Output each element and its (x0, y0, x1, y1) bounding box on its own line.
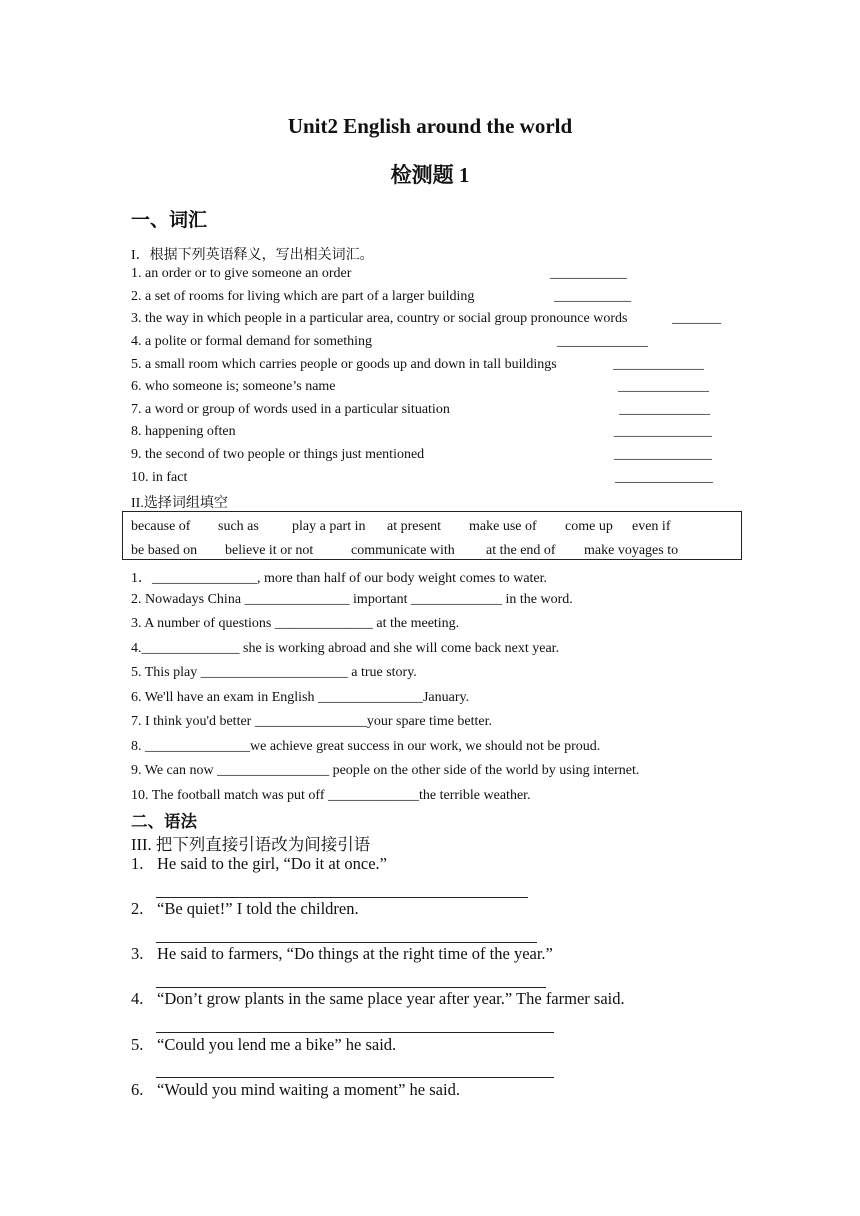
list-item: 9. the second of two people or things just mentioned (131, 447, 425, 462)
section-heading-vocabulary: 一、词汇 (131, 210, 208, 231)
list-item: “Could you lend me a bike” he said. (157, 1035, 397, 1054)
list-item: “Don’t grow plants in the same place year after year.” The farmer said. (157, 989, 625, 1008)
list-item: 3. A number of questions ______________ at the meeting. (131, 616, 460, 631)
phrase: make use of (469, 519, 537, 534)
list-item: 6. who someone is; someone’s name (131, 379, 336, 394)
list-item-number: 3. (131, 944, 144, 963)
list-item: He said to the girl, “Do it at once.” (157, 854, 388, 873)
list-item-number: 1. (131, 854, 144, 873)
answer-blank: _____________ (618, 379, 709, 394)
page-subtitle: 检测题 1 (390, 163, 470, 187)
list-item: “Be quiet!” I told the children. (157, 899, 359, 918)
list-item: 5. a small room which carries people or goods up and down in tall buildings (131, 357, 557, 372)
answer-blank: ______________ (614, 424, 712, 439)
answer-line (156, 942, 537, 943)
list-item: 1. an order or to give someone an order (131, 266, 352, 281)
list-item-number: 2. (131, 899, 144, 918)
list-item: He said to farmers, “Do things at the right time of the year.” (157, 944, 553, 963)
list-item: 4.______________ she is working abroad and she will come back next year. (131, 641, 560, 656)
phrase-box (122, 511, 742, 560)
section-heading-grammar: 二、语法 (131, 812, 197, 831)
phrase: such as (218, 519, 259, 534)
list-item: 6. We'll have an exam in English _______________January. (131, 690, 470, 705)
part1-instruction: I．根据下列英语释义，写出相关词汇。 (131, 248, 374, 263)
list-item-number: 4. (131, 989, 144, 1008)
answer-blank: ______________ (614, 447, 712, 462)
answer-blank: _____________ (619, 402, 710, 417)
list-item: “Would you mind waiting a moment” he said. (157, 1080, 460, 1099)
answer-line (156, 897, 528, 898)
phrase: even if (632, 519, 671, 534)
phrase: at the end of (486, 543, 556, 558)
list-item: 10. The football match was put off _____________the terrible weather. (131, 788, 531, 803)
phrase: because of (131, 519, 191, 534)
list-item: 4. a polite or formal demand for something (131, 334, 373, 349)
list-item: 10. in fact (131, 470, 188, 485)
phrase: play a part in (292, 519, 366, 534)
phrase: believe it or not (225, 543, 314, 558)
answer-blank: _______ (672, 311, 721, 326)
answer-line (156, 987, 546, 988)
page-title: Unit2 English around the world (287, 114, 573, 138)
phrase: make voyages to (584, 543, 679, 558)
list-item: 1．_______________, more than half of our body weight comes to water. (131, 571, 548, 586)
answer-line (156, 1032, 554, 1033)
list-item: 8. happening often (131, 424, 236, 439)
part2-instruction: II.选择词组填空 (131, 496, 228, 511)
list-item: 7. a word or group of words used in a particular situation (131, 402, 450, 417)
part3-instruction: III. 把下列直接引语改为间接引语 (131, 835, 371, 854)
phrase: be based on (131, 543, 198, 558)
answer-blank: _____________ (557, 334, 648, 349)
answer-blank: ___________ (554, 289, 631, 304)
answer-line (156, 1077, 554, 1078)
list-item: 2. Nowadays China _______________ important _____________ in the word. (131, 592, 573, 607)
answer-blank: ___________ (550, 266, 627, 281)
phrase: communicate with (351, 543, 455, 558)
phrase: at present (387, 519, 442, 534)
list-item: 3. the way in which people in a particular area, country or social group pronounce words (131, 311, 628, 326)
list-item-number: 5. (131, 1035, 144, 1054)
list-item: 5. This play _____________________ a true story. (131, 665, 417, 680)
list-item-number: 6. (131, 1080, 144, 1099)
answer-blank: _____________ (613, 357, 704, 372)
phrase: come up (565, 519, 613, 534)
answer-blank: ______________ (615, 470, 713, 485)
list-item: 9. We can now ________________ people on the other side of the world by using internet. (131, 763, 640, 778)
list-item: 7. I think you'd better ________________your spare time better. (131, 714, 493, 729)
list-item: 8. _______________we achieve great success in our work, we should not be proud. (131, 739, 601, 754)
list-item: 2. a set of rooms for living which are part of a larger building (131, 289, 475, 304)
